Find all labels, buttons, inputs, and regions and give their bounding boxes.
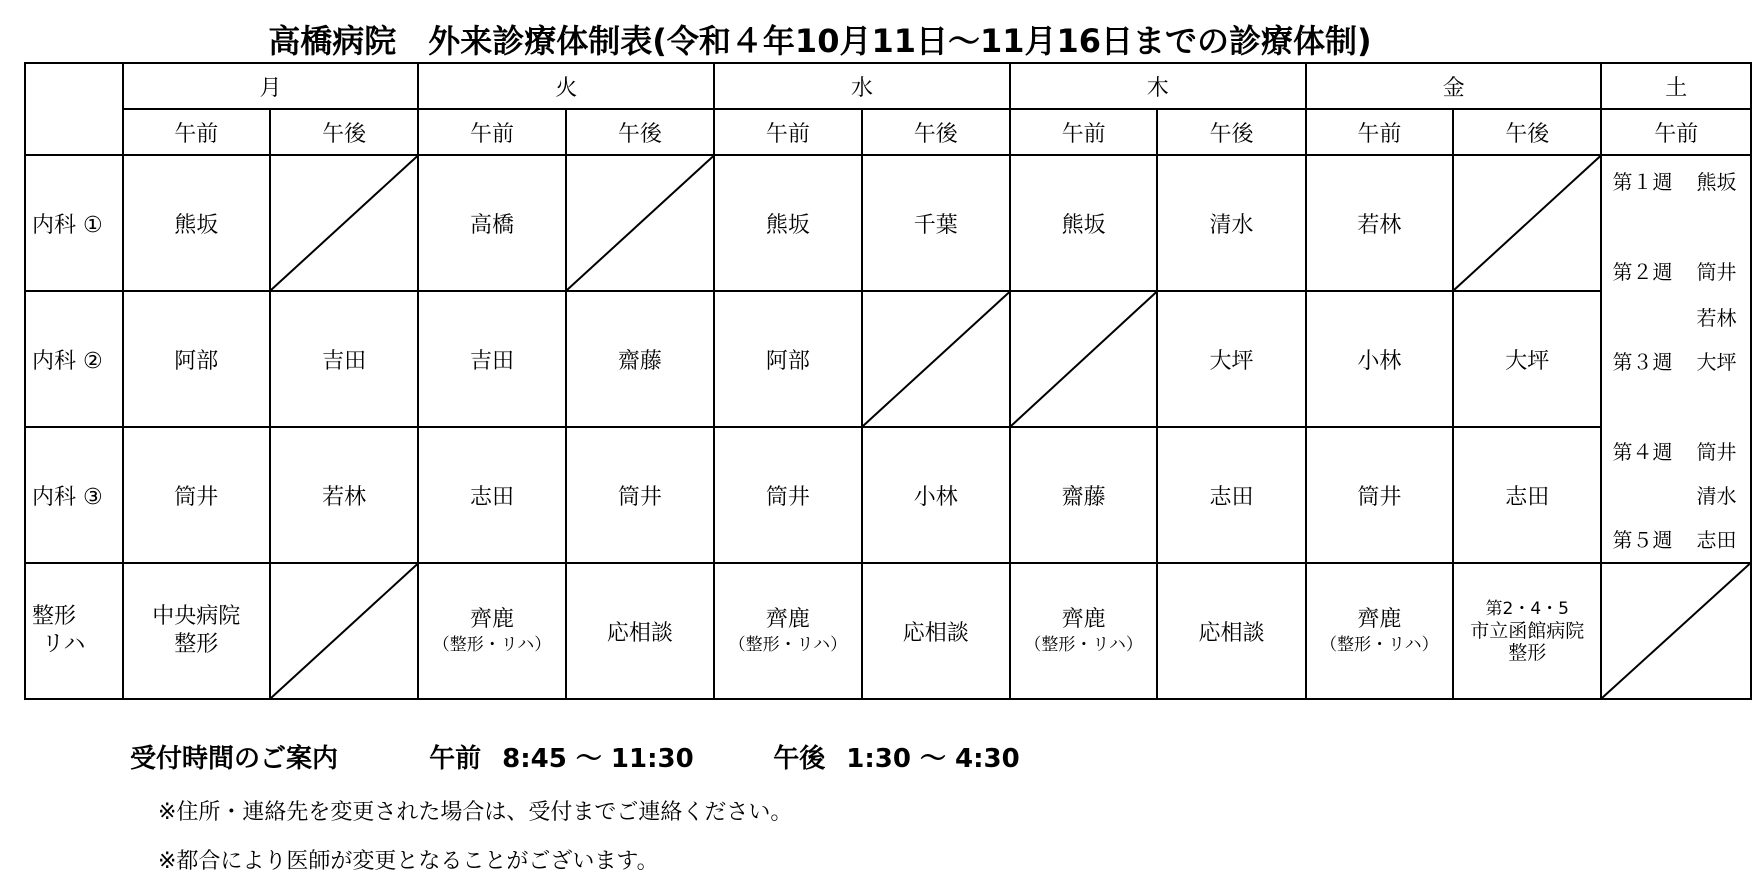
note-doctor-change: ※都合により医師が変更となることがございます。: [158, 849, 659, 874]
session-header-am: 午前: [1010, 109, 1157, 155]
no-clinic-slash: [1602, 564, 1750, 698]
session-header-pm: 午後: [1157, 109, 1305, 155]
sat-week-3: 第３週 大坪: [1612, 350, 1737, 374]
corner-cell: [25, 63, 123, 155]
no-clinic-slash: [567, 156, 713, 290]
schedule-cell: 若林: [1306, 155, 1453, 291]
schedule-cell-closed: [270, 155, 418, 291]
schedule-cell-closed: [566, 155, 714, 291]
no-clinic-slash: [863, 292, 1009, 426]
schedule-cell: 高橋: [418, 155, 565, 291]
schedule-cell: 齋藤: [566, 291, 714, 427]
saturday-schedule: [1601, 155, 1751, 563]
day-header-fri: 金: [1306, 63, 1602, 109]
schedule-cell: 大坪: [1453, 291, 1601, 427]
row-internal-1: [25, 155, 1751, 291]
no-clinic-slash: [1454, 156, 1600, 290]
schedule-cell-closed: [270, 563, 418, 699]
session-header-pm: 午後: [566, 109, 714, 155]
schedule-cell-closed: [1453, 155, 1601, 291]
session-header-am: 午前: [1306, 109, 1453, 155]
schedule-cell: 小林: [1306, 291, 1453, 427]
schedule-cell: 筒井: [714, 427, 861, 563]
schedule-cell: 志田: [1157, 427, 1305, 563]
session-header-am: 午前: [1601, 109, 1751, 155]
row-label: 内科 ②: [25, 291, 123, 427]
schedule-cell: 第2・4・5 市立函館病院 整形: [1453, 563, 1601, 699]
schedule-cell: 齊鹿 （整形・リハ）: [1010, 563, 1157, 699]
sat-week-5: 第５週 志田: [1612, 528, 1737, 552]
session-header-am: 午前: [123, 109, 270, 155]
schedule-cell: 筒井: [566, 427, 714, 563]
schedule-cell-closed: [1601, 563, 1751, 699]
day-header-sat: 土: [1601, 63, 1751, 109]
note-address-change: ※住所・連絡先を変更された場合は、受付までご連絡ください。: [158, 800, 793, 825]
schedule-cell: 志田: [1453, 427, 1601, 563]
schedule-cell: 筒井: [123, 427, 270, 563]
schedule-cell: 応相談: [1157, 563, 1305, 699]
no-clinic-slash: [271, 564, 417, 698]
reception-am-label: 午前: [429, 744, 482, 774]
day-header-wed: 水: [714, 63, 1010, 109]
reception-am-time: 8:45 ～ 11:30: [502, 744, 694, 774]
row-orthopedics: [25, 563, 1751, 699]
schedule-cell: 千葉: [862, 155, 1010, 291]
sat-week-1: 第１週 熊坂: [1612, 170, 1737, 194]
reception-pm-label: 午後: [773, 744, 826, 774]
schedule-cell: 清水: [1157, 155, 1305, 291]
schedule-cell: 熊坂: [1010, 155, 1157, 291]
schedule-cell: 阿部: [123, 291, 270, 427]
schedule-cell: 筒井: [1306, 427, 1453, 563]
session-header-pm: 午後: [270, 109, 418, 155]
schedule-cell: 齋藤: [1010, 427, 1157, 563]
schedule-cell: 齊鹿 （整形・リハ）: [418, 563, 565, 699]
schedule-table: [24, 62, 1752, 700]
day-header-tue: 火: [418, 63, 714, 109]
day-header-mon: 月: [123, 63, 419, 109]
row-label: 内科 ③: [25, 427, 123, 563]
sat-week-2-extra: 若林: [1696, 306, 1737, 330]
reception-hours: [130, 738, 1020, 775]
no-clinic-slash: [271, 156, 417, 290]
schedule-cell: 熊坂: [714, 155, 861, 291]
page-title: 高橋病院 外来診療体制表(令和４年10月11日～11月16日までの診療体制): [268, 22, 1372, 60]
schedule-cell: 志田: [418, 427, 565, 563]
row-internal-2: [25, 291, 1751, 427]
schedule-cell-closed: [1010, 291, 1157, 427]
day-header-row: [25, 63, 1751, 109]
day-header-thu: 木: [1010, 63, 1306, 109]
row-label: 整形 リハ: [25, 563, 123, 699]
schedule-cell: 小林: [862, 427, 1010, 563]
schedule-cell: 熊坂: [123, 155, 270, 291]
row-label: 内科 ①: [25, 155, 123, 291]
schedule-cell: 大坪: [1157, 291, 1305, 427]
schedule-cell-closed: [862, 291, 1010, 427]
session-header-am: 午前: [418, 109, 565, 155]
schedule-cell: 中央病院 整形: [123, 563, 270, 699]
schedule-cell: 応相談: [566, 563, 714, 699]
schedule-cell: 齊鹿 （整形・リハ）: [714, 563, 861, 699]
schedule-cell: 応相談: [862, 563, 1010, 699]
session-header-pm: 午後: [1453, 109, 1601, 155]
session-header-am: 午前: [714, 109, 861, 155]
reception-label: 受付時間のご案内: [130, 744, 339, 774]
reception-pm-time: 1:30 ～ 4:30: [846, 744, 1020, 774]
session-header-row: [25, 109, 1751, 155]
schedule-cell: 阿部: [714, 291, 861, 427]
schedule-cell: 吉田: [418, 291, 565, 427]
no-clinic-slash: [1011, 292, 1156, 426]
row-internal-3: [25, 427, 1751, 563]
sat-week-2: 第２週 筒井: [1612, 260, 1737, 284]
sat-week-4-extra: 清水: [1696, 484, 1737, 508]
schedule-cell: 吉田: [270, 291, 418, 427]
schedule-cell: 齊鹿 （整形・リハ）: [1306, 563, 1453, 699]
session-header-pm: 午後: [862, 109, 1010, 155]
sat-week-4: 第４週 筒井: [1612, 440, 1737, 464]
schedule-cell: 若林: [270, 427, 418, 563]
